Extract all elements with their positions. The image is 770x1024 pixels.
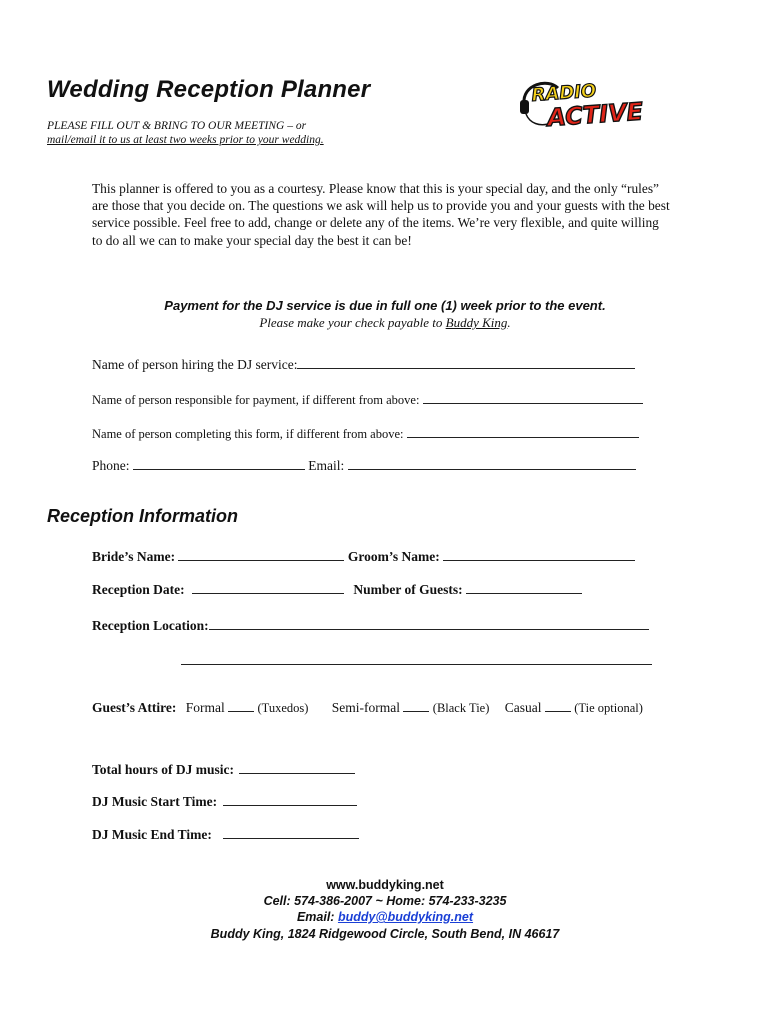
logo-text-top: RADIO [530, 80, 597, 106]
start-time-blank[interactable] [223, 792, 357, 806]
email-label: Email: [308, 458, 345, 473]
intro-paragraph: This planner is offered to you as a courtesy. Please know that this is your special day, and the only “rules” are those that you decide on. The questions we ask will help us to provide you and your guests with the best service possible. Feel free to add, change or delete any of the items. We’re very flexible, and quite willing to do all we can to make your special day the best it can be! [92, 181, 670, 248]
payable-prefix: Please make your check payable to [259, 315, 446, 330]
semiformal-label: Semi-formal [331, 700, 401, 715]
instruction-line-2: mail/email it to us at least two weeks prior to your wedding. [47, 134, 324, 146]
reception-heading: Reception Information [47, 506, 239, 526]
total-hours-label: Total hours of DJ music: [92, 762, 235, 777]
date-label: Reception Date: [92, 582, 185, 597]
page-title: Wedding Reception Planner [47, 76, 371, 103]
date-blank[interactable] [192, 580, 344, 594]
end-time-label: DJ Music End Time: [92, 827, 212, 842]
completing-field-row [92, 424, 639, 442]
footer-email-row [130, 910, 640, 924]
formal-label: Formal [185, 700, 225, 715]
footer-website[interactable]: www.buddyking.net [326, 878, 444, 892]
hiring-blank[interactable] [297, 355, 635, 369]
responsible-blank[interactable] [423, 390, 643, 404]
email-blank[interactable] [348, 456, 636, 470]
groom-label: Groom’s Name: [347, 549, 440, 564]
location-label: Reception Location: [92, 618, 209, 633]
location-row [92, 616, 649, 634]
phone-label: Phone: [92, 458, 130, 473]
date-guests-row [92, 580, 582, 598]
radio-active-logo [518, 74, 658, 132]
completing-blank[interactable] [407, 424, 639, 438]
total-hours-blank[interactable] [239, 760, 355, 774]
instruction-line-1: PLEASE FILL OUT & BRING TO OUR MEETING – or [47, 120, 307, 132]
bride-label: Bride’s Name: [92, 549, 176, 564]
end-time-blank[interactable] [223, 825, 359, 839]
phone-email-row [92, 456, 636, 474]
guests-blank[interactable] [466, 580, 582, 594]
semiformal-blank[interactable] [403, 698, 429, 712]
location-blank[interactable] [209, 616, 649, 630]
formal-blank[interactable] [228, 698, 254, 712]
casual-blank[interactable] [545, 698, 571, 712]
hiring-field-row [92, 355, 635, 373]
payable-suffix: . [507, 315, 511, 330]
guests-label: Number of Guests: [353, 582, 463, 597]
logo-text-bottom: ACTIVE [546, 97, 644, 132]
footer-email-link[interactable]: buddy@buddyking.net [337, 910, 474, 924]
total-hours-row [92, 760, 355, 778]
instructions [47, 119, 357, 147]
bride-blank[interactable] [178, 547, 344, 561]
start-time-row [92, 792, 357, 810]
location-blank-2[interactable] [181, 663, 652, 665]
end-time-row [92, 825, 359, 843]
casual-label: Casual [504, 700, 542, 715]
attire-label: Guest’s Attire: [92, 700, 177, 715]
completing-label: Name of person completing this form, if different from above: [92, 427, 404, 441]
attire-row [92, 698, 643, 716]
footer-phones: Cell: 574-386-2007 ~ Home: 574-233-3235 [263, 894, 507, 908]
semiformal-note: (Black Tie) [432, 701, 490, 715]
payment-notice: Payment for the DJ service is due in full one (1) week prior to the event. [164, 298, 606, 313]
responsible-field-row [92, 390, 643, 408]
formal-note: (Tuxedos) [257, 701, 309, 715]
casual-note: (Tie optional) [574, 701, 643, 715]
names-row [92, 547, 635, 565]
phone-blank[interactable] [133, 456, 305, 470]
footer-email-label: Email: [296, 910, 338, 924]
hiring-label: Name of person hiring the DJ service: [92, 357, 298, 372]
responsible-label: Name of person responsible for payment, if different from above: [92, 393, 420, 407]
payable-line [100, 315, 670, 331]
footer-address: Buddy King, 1824 Ridgewood Circle, South Bend, IN 46617 [210, 927, 560, 941]
payable-name: Buddy King [445, 315, 508, 330]
groom-blank[interactable] [443, 547, 635, 561]
start-time-label: DJ Music Start Time: [92, 794, 218, 809]
